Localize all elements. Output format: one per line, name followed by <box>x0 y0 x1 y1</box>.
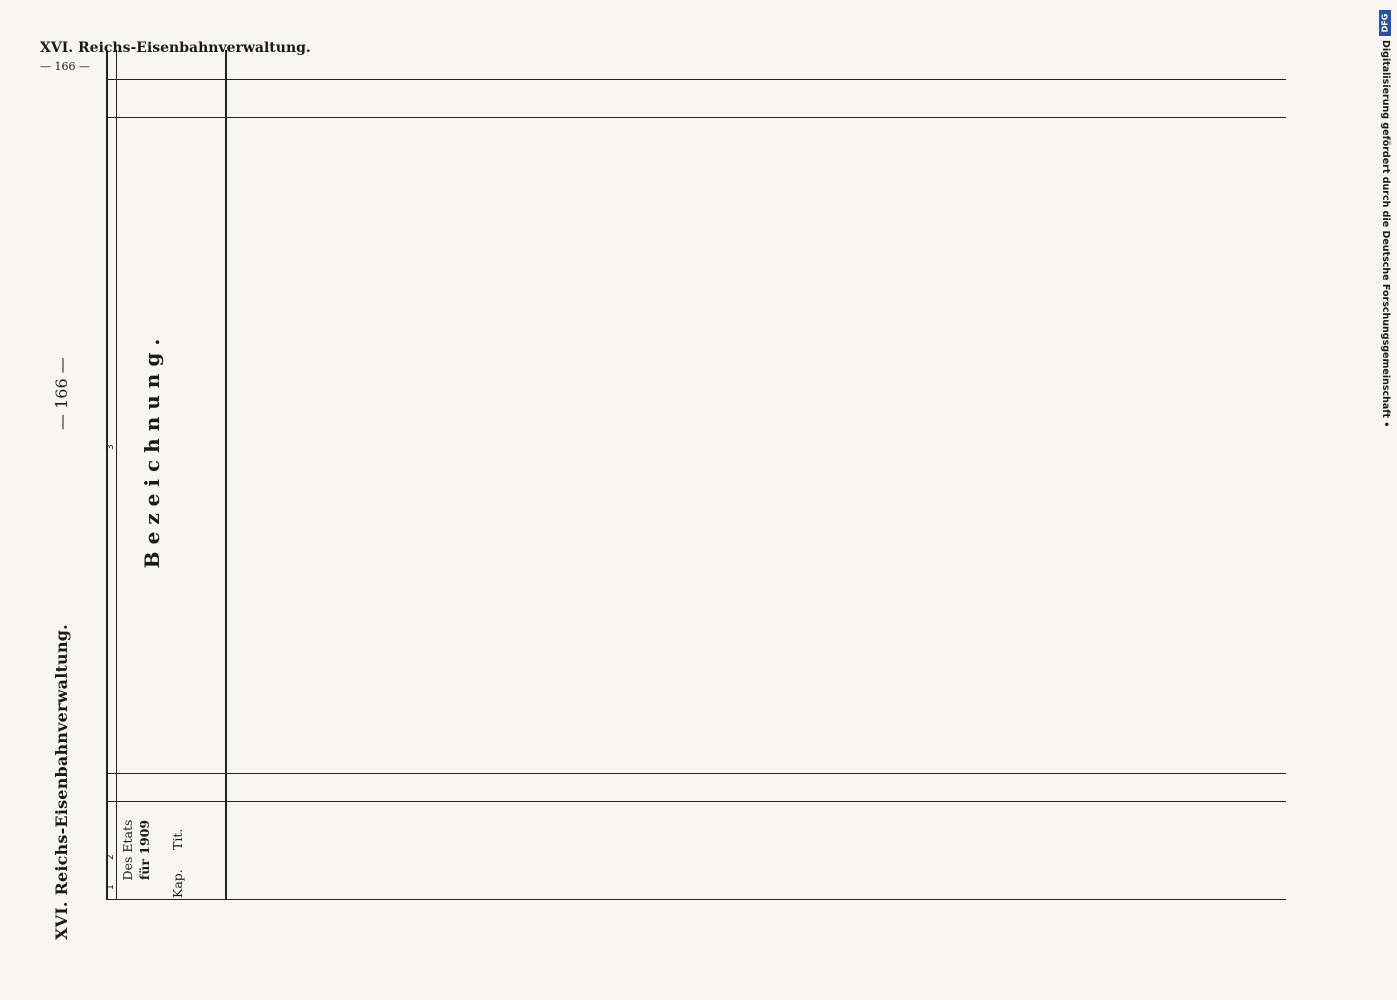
digitization-credit: Digitalisierung gefördert durch die Deutsche Forschungsgemeinschaft • <box>1380 40 1391 428</box>
header-etat-line1: Des Etats <box>120 819 135 881</box>
section-title: XVI. Reichs-Eisenbahnverwaltung. <box>52 624 71 940</box>
col-number-3: 3 <box>106 444 116 450</box>
overlay-page-number: — 166 — <box>40 60 90 73</box>
header-etat-line2: für 1909 <box>136 819 152 881</box>
header-bezeichnung: Bezeichnung. <box>140 331 164 569</box>
content-overlay <box>40 40 1330 960</box>
overlay-section: XVI. Reichs-Eisenbahnverwaltung. <box>40 40 311 56</box>
col-number-1: 1 <box>106 884 116 890</box>
dfg-logo-text: DFG <box>1380 13 1390 33</box>
header-kap: Kap. <box>170 869 185 898</box>
col-number-2: 2 <box>106 854 116 860</box>
header-tit: Tit. <box>170 828 185 850</box>
page-number: — 166 — <box>52 357 71 430</box>
